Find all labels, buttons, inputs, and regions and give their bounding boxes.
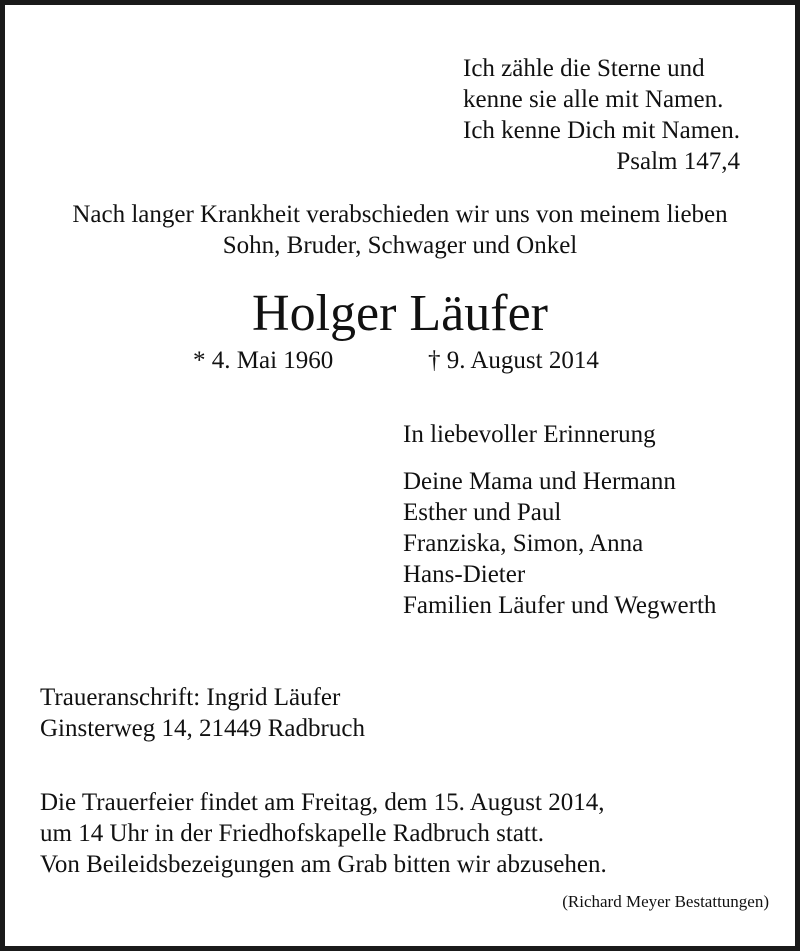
- address-line: Traueranschrift: Ingrid Läufer: [40, 684, 341, 711]
- mourner-entry: Familien Läufer und Wegwerth: [403, 592, 717, 619]
- intro-text: [5, 199, 795, 261]
- address-line: Ginsterweg 14, 21449 Radbruch: [40, 715, 365, 742]
- mourner-entry: Hans-Dieter: [403, 561, 526, 588]
- mourner-entry: Esther und Paul: [403, 499, 562, 526]
- psalm-quote: [463, 53, 740, 177]
- deceased-name: Holger Läufer: [252, 285, 548, 342]
- birth-date: * 4. Mai 1960: [193, 347, 334, 374]
- ceremony-line: Die Trauerfeier findet am Freitag, dem 15. August 2014,: [40, 789, 605, 816]
- mourning-address: [40, 682, 365, 744]
- intro-line: Sohn, Bruder, Schwager und Onkel: [222, 232, 578, 259]
- undertaker-credit: (Richard Meyer Bestattungen): [562, 892, 769, 911]
- psalm-line: kenne sie alle mit Namen.: [463, 86, 724, 113]
- ceremony-line: um 14 Uhr in der Friedhofskapelle Radbruch statt.: [40, 820, 545, 847]
- mourner-entry: Franziska, Simon, Anna: [403, 530, 644, 557]
- memory-phrase: In liebevoller Erinnerung: [403, 421, 656, 448]
- death-date: † 9. August 2014: [428, 347, 599, 374]
- ceremony-line: Von Beileidsbezeigungen am Grab bitten wir abzusehen.: [40, 851, 607, 878]
- mourners-list: [403, 466, 716, 621]
- mourner-entry: Deine Mama und Hermann: [403, 468, 676, 495]
- psalm-line: Ich zähle die Sterne und: [463, 55, 705, 82]
- funeral-ceremony-info: [40, 787, 607, 880]
- intro-line: Nach langer Krankheit verabschieden wir uns von meinem lieben: [72, 201, 728, 228]
- psalm-line: Ich kenne Dich mit Namen.: [463, 117, 740, 144]
- psalm-reference: Psalm 147,4: [616, 148, 740, 175]
